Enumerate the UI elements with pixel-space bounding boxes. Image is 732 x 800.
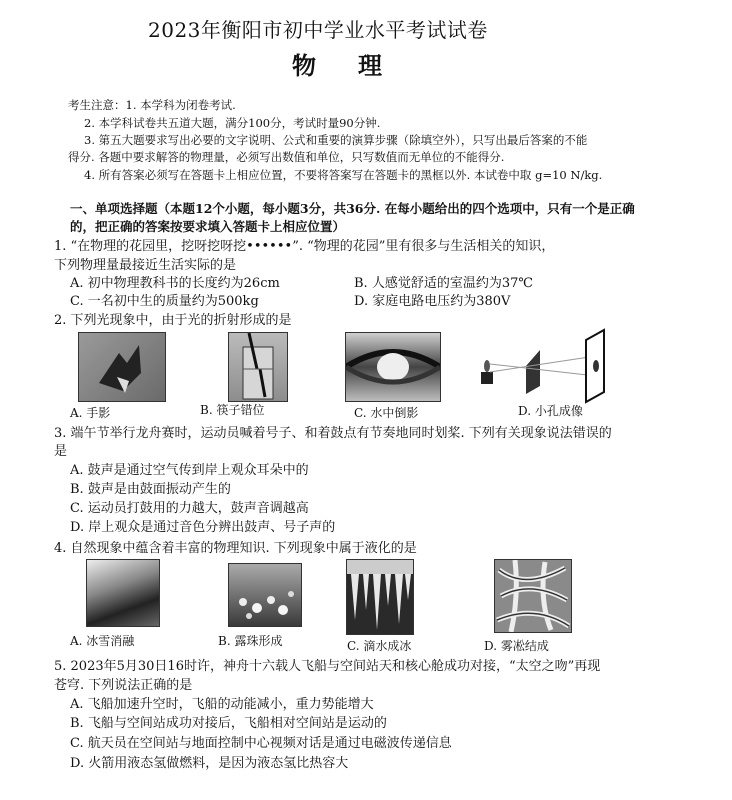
q4-option-d: D. 雾凇结成 — [484, 639, 549, 653]
q4-option-c: C. 滴水成冰 — [347, 639, 412, 653]
melting-snow-image — [86, 559, 160, 627]
q4-option-a: A. 冰雪消融 — [70, 634, 135, 648]
q2-option-c: C. 水中倒影 — [354, 406, 419, 420]
q2-stem: 2. 下列光现象中，由于光的折射形成的是 — [54, 313, 292, 328]
note-line-5: 4. 所有答案必须写在答题卡上相应位置，不要将答案写在答题卡的黑框以外. 本试卷中取 g=10 N/kg. — [84, 168, 603, 182]
q5-option-d: D. 火箭用液态氢做燃料，是因为液态氢比热容大 — [70, 756, 349, 771]
rime-frost-image — [494, 559, 572, 633]
q5-stem-line-1: 5. 2023年5月30日16时许，神舟十六载人飞船与空间站天和核心舱成功对接，“太空之吻”再现 — [54, 659, 601, 674]
q3-stem-line-1: 3. 端午节举行龙舟赛时，运动员喊着号子、和着鼓点有节奏地同时划桨. 下列有关现象说法错误的 — [54, 426, 612, 441]
q3-stem-line-2: 是 — [54, 444, 68, 459]
q1-option-a: A. 初中物理教科书的长度约为26cm — [70, 276, 280, 291]
q4-stem: 4. 自然现象中蕴含着丰富的物理知识. 下列现象中属于液化的是 — [54, 541, 417, 556]
q3-option-d: D. 岸上观众是通过音色分辨出鼓声、号子声的 — [70, 520, 336, 535]
note-line-4: 得分. 各题中要求解答的物理量，必须写出数值和单位，只写数值而无单位的不能得分. — [68, 150, 505, 164]
note-line-1: 考生注意：1. 本学科为闭卷考试. — [68, 98, 236, 112]
note-line-3: 3. 第五大题要求写出必要的文字说明、公式和重要的演算步骤（除填空外），只写出最后答案的不能 — [84, 133, 588, 147]
subject-title: 物理 — [292, 51, 424, 80]
q2-option-b: B. 筷子错位 — [200, 403, 265, 417]
hand-shadow-image — [78, 332, 166, 402]
q2-option-a: A. 手影 — [70, 406, 111, 420]
bridge-reflection-image — [345, 332, 441, 402]
exam-title: 2023年衡阳市初中学业水平考试试卷 — [148, 18, 488, 42]
q1-option-c: C. 一名初中生的质量约为500kg — [70, 294, 259, 309]
chopstick-in-water-image — [228, 332, 288, 402]
dew-drops-image — [228, 563, 302, 627]
q2-option-d: D. 小孔成像 — [518, 404, 583, 418]
q3-option-c: C. 运动员打鼓用的力越大，鼓声音调越高 — [70, 501, 309, 516]
section-heading-line-2: 的，把正确的答案按要求填入答题卡上相应位置） — [70, 219, 346, 234]
icicles-image — [346, 559, 414, 635]
pinhole-imaging-image — [476, 326, 616, 406]
q5-stem-line-2: 苍穹. 下列说法正确的是 — [54, 678, 193, 693]
q1-option-d: D. 家庭电路电压约为380V — [354, 294, 511, 309]
q1-stem-line-1: 1. “在物理的花园里，挖呀挖呀挖••••••”. “物理的花园”里有很多与生活相关的知识， — [54, 239, 555, 254]
q3-option-b: B. 鼓声是由鼓面振动产生的 — [70, 482, 231, 497]
note-line-2: 2. 本学科试卷共五道大题，满分100分，考试时量90分钟. — [84, 116, 381, 130]
q4-option-b: B. 露珠形成 — [218, 634, 283, 648]
q5-option-a: A. 飞船加速升空时，飞船的动能减小，重力势能增大 — [70, 697, 374, 712]
q1-stem-line-2: 下列物理量最接近生活实际的是 — [54, 258, 237, 273]
section-heading-line-1: 一、单项选择题（本题12个小题，每小题3分，共36分. 在每小题给出的四个选项中，只有一个是正确 — [70, 201, 635, 216]
q3-option-a: A. 鼓声是通过空气传到岸上观众耳朵中的 — [70, 463, 309, 478]
q5-option-c: C. 航天员在空间站与地面控制中心视频对话是通过电磁波传递信息 — [70, 736, 452, 751]
q5-option-b: B. 飞船与空间站成功对接后，飞船相对空间站是运动的 — [70, 716, 387, 731]
q1-option-b: B. 人感觉舒适的室温约为37℃ — [354, 276, 533, 291]
